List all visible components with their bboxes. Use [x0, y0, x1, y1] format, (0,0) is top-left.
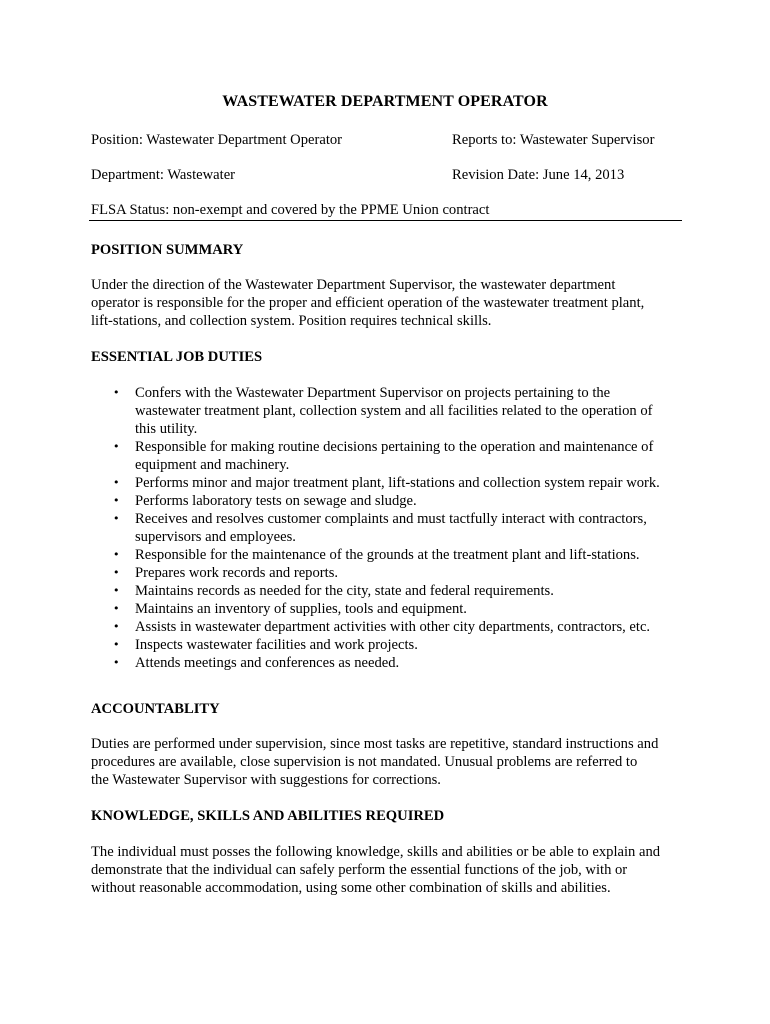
duty-item [91, 618, 701, 636]
bullet-icon: • [113, 602, 120, 615]
bullet-icon: • [113, 620, 120, 633]
bullet-icon: • [113, 512, 120, 525]
department-field: Department: Wastewater [91, 167, 236, 183]
duty-text-line: Confers with the Wastewater Department Supervisor on projects pertaining to the [135, 385, 611, 401]
accountability-paragraph [91, 735, 691, 789]
bullet-icon: • [113, 584, 120, 597]
ksa-line: The individual must posses the following knowledge, skills and abilities or be able to explain and [91, 844, 661, 860]
summary-line: Under the direction of the Wastewater Department Supervisor, the wastewater department [91, 277, 616, 293]
bullet-icon: • [113, 440, 120, 453]
duty-text-line: equipment and machinery. [135, 457, 290, 473]
duty-item [91, 582, 701, 600]
duty-item [91, 636, 701, 654]
duty-text-line: Performs laboratory tests on sewage and sludge. [135, 493, 417, 509]
position-summary-heading: POSITION SUMMARY [91, 242, 244, 258]
duty-item [91, 384, 701, 438]
duty-text-line: Performs minor and major treatment plant, lift-stations and collection system repair work. [135, 475, 660, 491]
duty-text-line: Maintains an inventory of supplies, tools and equipment. [135, 601, 467, 617]
duty-item [91, 546, 701, 564]
duty-item [91, 492, 701, 510]
bullet-icon: • [113, 566, 120, 579]
document-title: WASTEWATER DEPARTMENT OPERATOR [222, 93, 548, 110]
duty-text-line: Receives and resolves customer complaints and must tactfully interact with contractors, [135, 511, 647, 527]
bullet-icon: • [113, 476, 120, 489]
ksa-paragraph [91, 843, 691, 897]
duty-item [91, 438, 701, 474]
ksa-line: without reasonable accommodation, using some other combination of skills and abilities. [91, 880, 611, 896]
accountability-line: the Wastewater Supervisor with suggestions for corrections. [91, 772, 441, 788]
duty-item [91, 564, 701, 582]
duty-item [91, 474, 701, 492]
summary-line: lift-stations, and collection system. Position requires technical skills. [91, 313, 492, 329]
duty-item [91, 510, 701, 546]
accountability-line: Duties are performed under supervision, since most tasks are repetitive, standard instructions and [91, 736, 659, 752]
ksa-line: demonstrate that the individual can safely perform the essential functions of the job, with or [91, 862, 628, 878]
bullet-icon: • [113, 548, 120, 561]
duty-text-line: Inspects wastewater facilities and work projects. [135, 637, 418, 653]
bullet-icon: • [113, 656, 120, 669]
duty-text-line: Maintains records as needed for the city, state and federal requirements. [135, 583, 554, 599]
duty-text-line: Responsible for making routine decisions pertaining to the operation and maintenance of [135, 439, 654, 455]
summary-line: operator is responsible for the proper and efficient operation of the wastewater treatment plant, [91, 295, 645, 311]
flsa-status: FLSA Status: non-exempt and covered by the PPME Union contract [91, 202, 490, 218]
duty-text-line: Prepares work records and reports. [135, 565, 339, 581]
duty-text-line: Attends meetings and conferences as needed. [135, 655, 400, 671]
duty-text-line: this utility. [135, 421, 198, 437]
accountability-line: procedures are available, close supervision is not mandated. Unusual problems are referred to [91, 754, 638, 770]
accountability-heading: ACCOUNTABLITY [91, 701, 220, 717]
essential-duties-heading: ESSENTIAL JOB DUTIES [91, 349, 263, 365]
essential-duties-list [91, 384, 701, 672]
revision-date-field: Revision Date: June 14, 2013 [452, 167, 625, 183]
duty-text-line: Assists in wastewater department activities with other city departments, contractors, etc. [135, 619, 651, 635]
header-divider [89, 220, 682, 221]
reports-to-field: Reports to: Wastewater Supervisor [452, 132, 655, 148]
position-field: Position: Wastewater Department Operator [91, 132, 343, 148]
position-summary-paragraph [91, 276, 691, 330]
bullet-icon: • [113, 638, 120, 651]
bullet-icon: • [113, 386, 120, 399]
bullet-icon: • [113, 494, 120, 507]
duty-item [91, 654, 701, 672]
duty-item [91, 600, 701, 618]
duty-text-line: supervisors and employees. [135, 529, 296, 545]
ksa-heading: KNOWLEDGE, SKILLS AND ABILITIES REQUIRED [91, 808, 445, 824]
duty-text-line: Responsible for the maintenance of the grounds at the treatment plant and lift-stations. [135, 547, 640, 563]
duty-text-line: wastewater treatment plant, collection system and all facilities related to the operation of [135, 403, 653, 419]
